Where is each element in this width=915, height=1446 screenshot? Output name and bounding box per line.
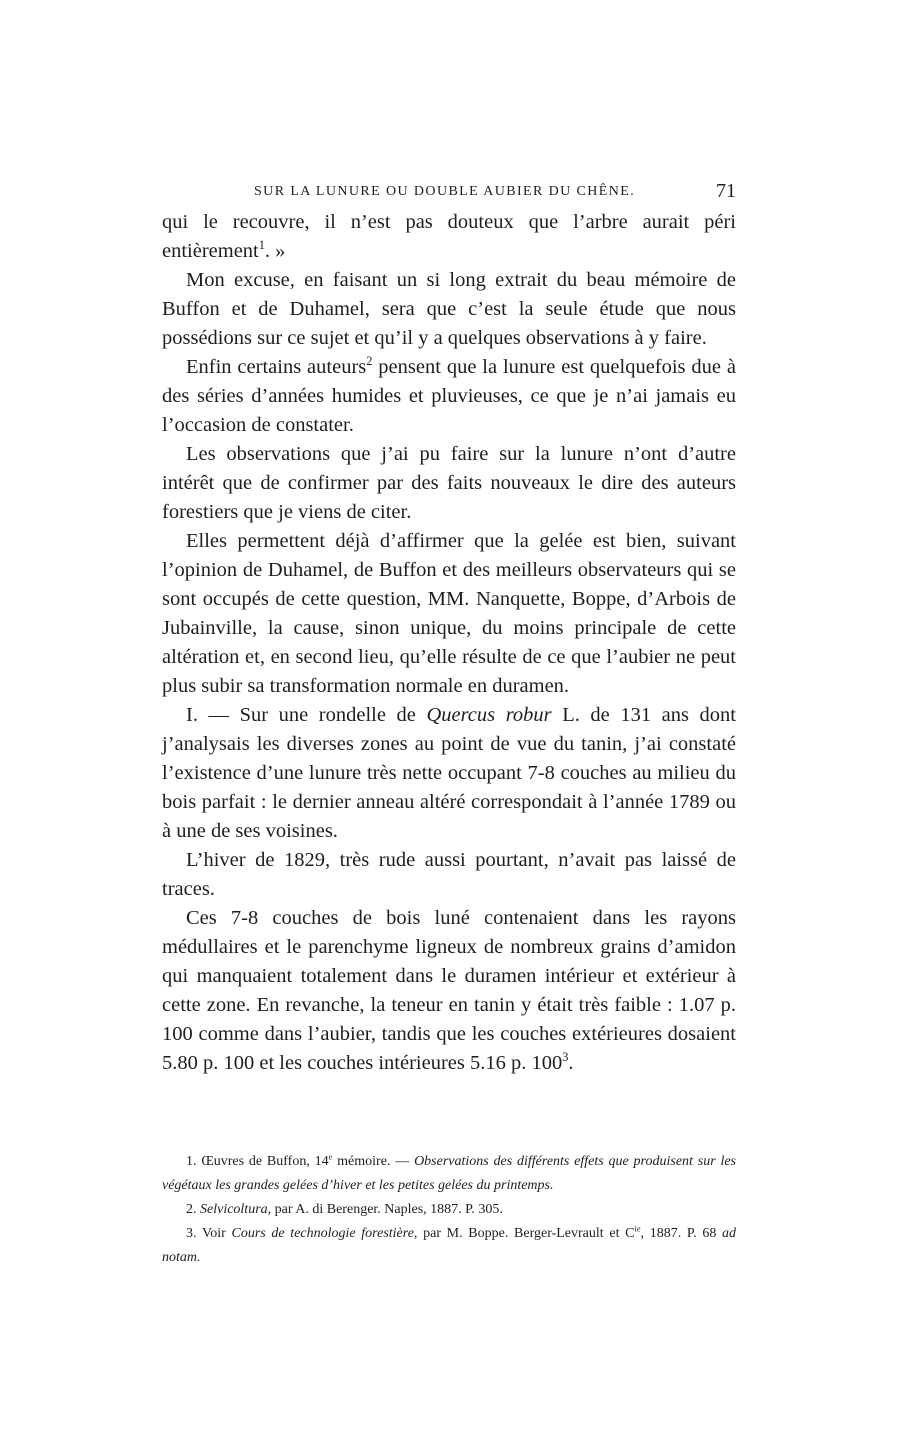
paragraph-4: Les observations que j’ai pu faire sur la lunure n’ont d’autre intérêt que de confirmer par des faits nouveaux le dire des auteurs forestiers que je viens de citer. (162, 443, 736, 523)
footnote-2: 2. Selvicoltura, par A. di Berenger. Naples, 1887. P. 305. (186, 1202, 503, 1217)
footnotes (162, 1150, 736, 1270)
page-header (160, 180, 740, 206)
running-title: SUR LA LUNURE OU DOUBLE AUBIER DU CHÊNE. (254, 184, 636, 199)
paragraph-2: Mon excuse, en faisant un si long extrait du beau mémoire de Buffon et de Duhamel, sera que c’est la seule étude que nous possédions sur ce sujet et qu’il y a quelques observations à y faire. (162, 269, 736, 349)
paragraph-5: Elles permettent déjà d’affirmer que la gelée est bien, suivant l’opinion de Duhamel, de Buffon et des meilleurs observateurs qui se sont occupés de cette question, MM. Nanquette, Boppe, d’Arbois de Jubainville, la cause, sinon unique, du moins principale de cette altération et, en second lieu, qu’elle résulte de ce que l’aubier ne peut plus subir sa transformation normale en duramen. (162, 530, 736, 697)
paragraph-1: qui le recouvre, il n’est pas douteux que l’arbre aurait péri entièrement$^1$. » (162, 211, 736, 262)
paragraph-6: I. — Sur une rondelle de Quercus robur L. de 131 ans dont j’analysais les diverses zones au point de vue du tanin, j’ai constaté l’existence d’une lunure très nette occupant 7-8 couches au milieu du bois parfait : le dernier anneau altéré correspondait à l’année 1789 ou à une de ses voisines. (162, 704, 736, 842)
paragraph-7: L’hiver de 1829, très rude aussi pourtant, n’avait pas laissé de traces. (162, 849, 736, 900)
paragraph-8: Ces 7-8 couches de bois luné contenaient dans les rayons médullaires et le parenchyme ligneux de nombreux grains d’amidon qui manquaient totalement dans le duramen intérieur et extérieur à cette zone. En revanche, la teneur en tanin y était très faible : 1.07 p. 100 comme dans l’aubier, tandis que les couches extérieures dosaient 5.80 p. 100 et les couches intérieures 5.16 p. $100^3$. (162, 907, 736, 1074)
page-number: 71 (716, 180, 736, 202)
footnote-3: 3. Voir Cours de technologie forestière, par M. Boppe. Berger-Levrault et $C^{ie}$, 1887. P. 68 ad notam. (162, 1224, 737, 1265)
body-text (162, 208, 736, 1078)
footnote-1: 1. Œuvres de Buffon, 14e mémoire. — Observations des différents effets que produisent sur les végétaux les grandes gelées d’hiver et les petites gelées du printemps. (162, 1152, 736, 1193)
paragraph-3: Enfin certains auteurs$^2$ pensent que la lunure est quelquefois due à des séries d’années humides et pluvieuses, ce que je n’ai jamais eu l’occasion de constater. (162, 354, 737, 436)
